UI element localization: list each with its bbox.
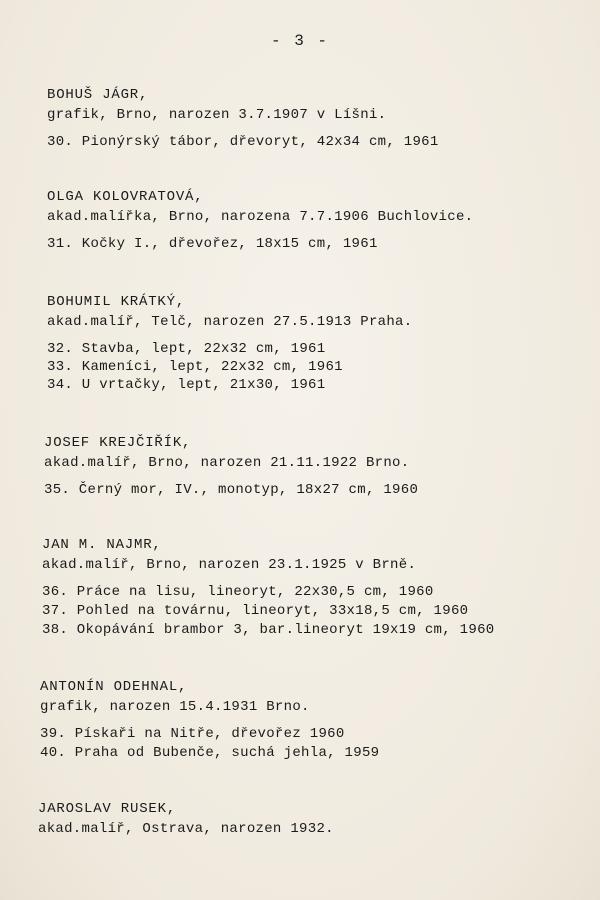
artist-info: akad.malíř, Telč, narozen 27.5.1913 Praha. [47,314,413,330]
work-item: 38. Okopávání brambor 3, bar.lineoryt 19x19 cm, 1960 [42,622,495,638]
page-number: - 3 - [270,32,329,50]
artist-name: BOHUMIL KRÁTKÝ, [47,294,186,310]
work-item: 34. U vrtačky, lept, 21x30, 1961 [47,377,326,393]
artist-name: BOHUŠ JÁGR, [47,87,149,103]
artist-info: grafik, narozen 15.4.1931 Brno. [40,699,310,715]
work-item: 30. Pionýrský tábor, dřevoryt, 42x34 cm, 1961 [47,134,439,150]
artist-name: ANTONÍN ODEHNAL, [40,679,188,695]
artist-name: JOSEF KREJČIŘÍK, [44,435,192,451]
artist-name: JAROSLAV RUSEK, [38,801,177,817]
work-item: 31. Kočky I., dřevořez, 18x15 cm, 1961 [47,236,378,252]
work-item: 40. Praha od Bubenče, suchá jehla, 1959 [40,745,380,761]
artist-info: akad.malíř, Brno, narozen 23.1.1925 v Brně. [42,557,417,573]
artist-name: JAN M. NAJMR, [42,537,162,553]
artist-info: akad.malíř, Brno, narozen 21.11.1922 Brno. [44,455,410,471]
work-item: 37. Pohled na továrnu, lineoryt, 33x18,5 cm, 1960 [42,603,469,619]
work-item: 36. Práce na lisu, lineoryt, 22x30,5 cm, 1960 [42,584,434,600]
work-item: 33. Kameníci, lept, 22x32 cm, 1961 [47,359,343,375]
work-item: 32. Stavba, lept, 22x32 cm, 1961 [47,341,326,357]
artist-info: grafik, Brno, narozen 3.7.1907 v Líšni. [47,107,387,123]
artist-info: akad.malířka, Brno, narozena 7.7.1906 Buchlovice. [47,209,474,225]
artist-info: akad.malíř, Ostrava, narozen 1932. [38,821,334,837]
artist-name: OLGA KOLOVRATOVÁ, [47,189,204,205]
work-item: 39. Pískaři na Nitře, dřevořez 1960 [40,726,345,742]
work-item: 35. Černý mor, IV., monotyp, 18x27 cm, 1960 [44,482,419,498]
